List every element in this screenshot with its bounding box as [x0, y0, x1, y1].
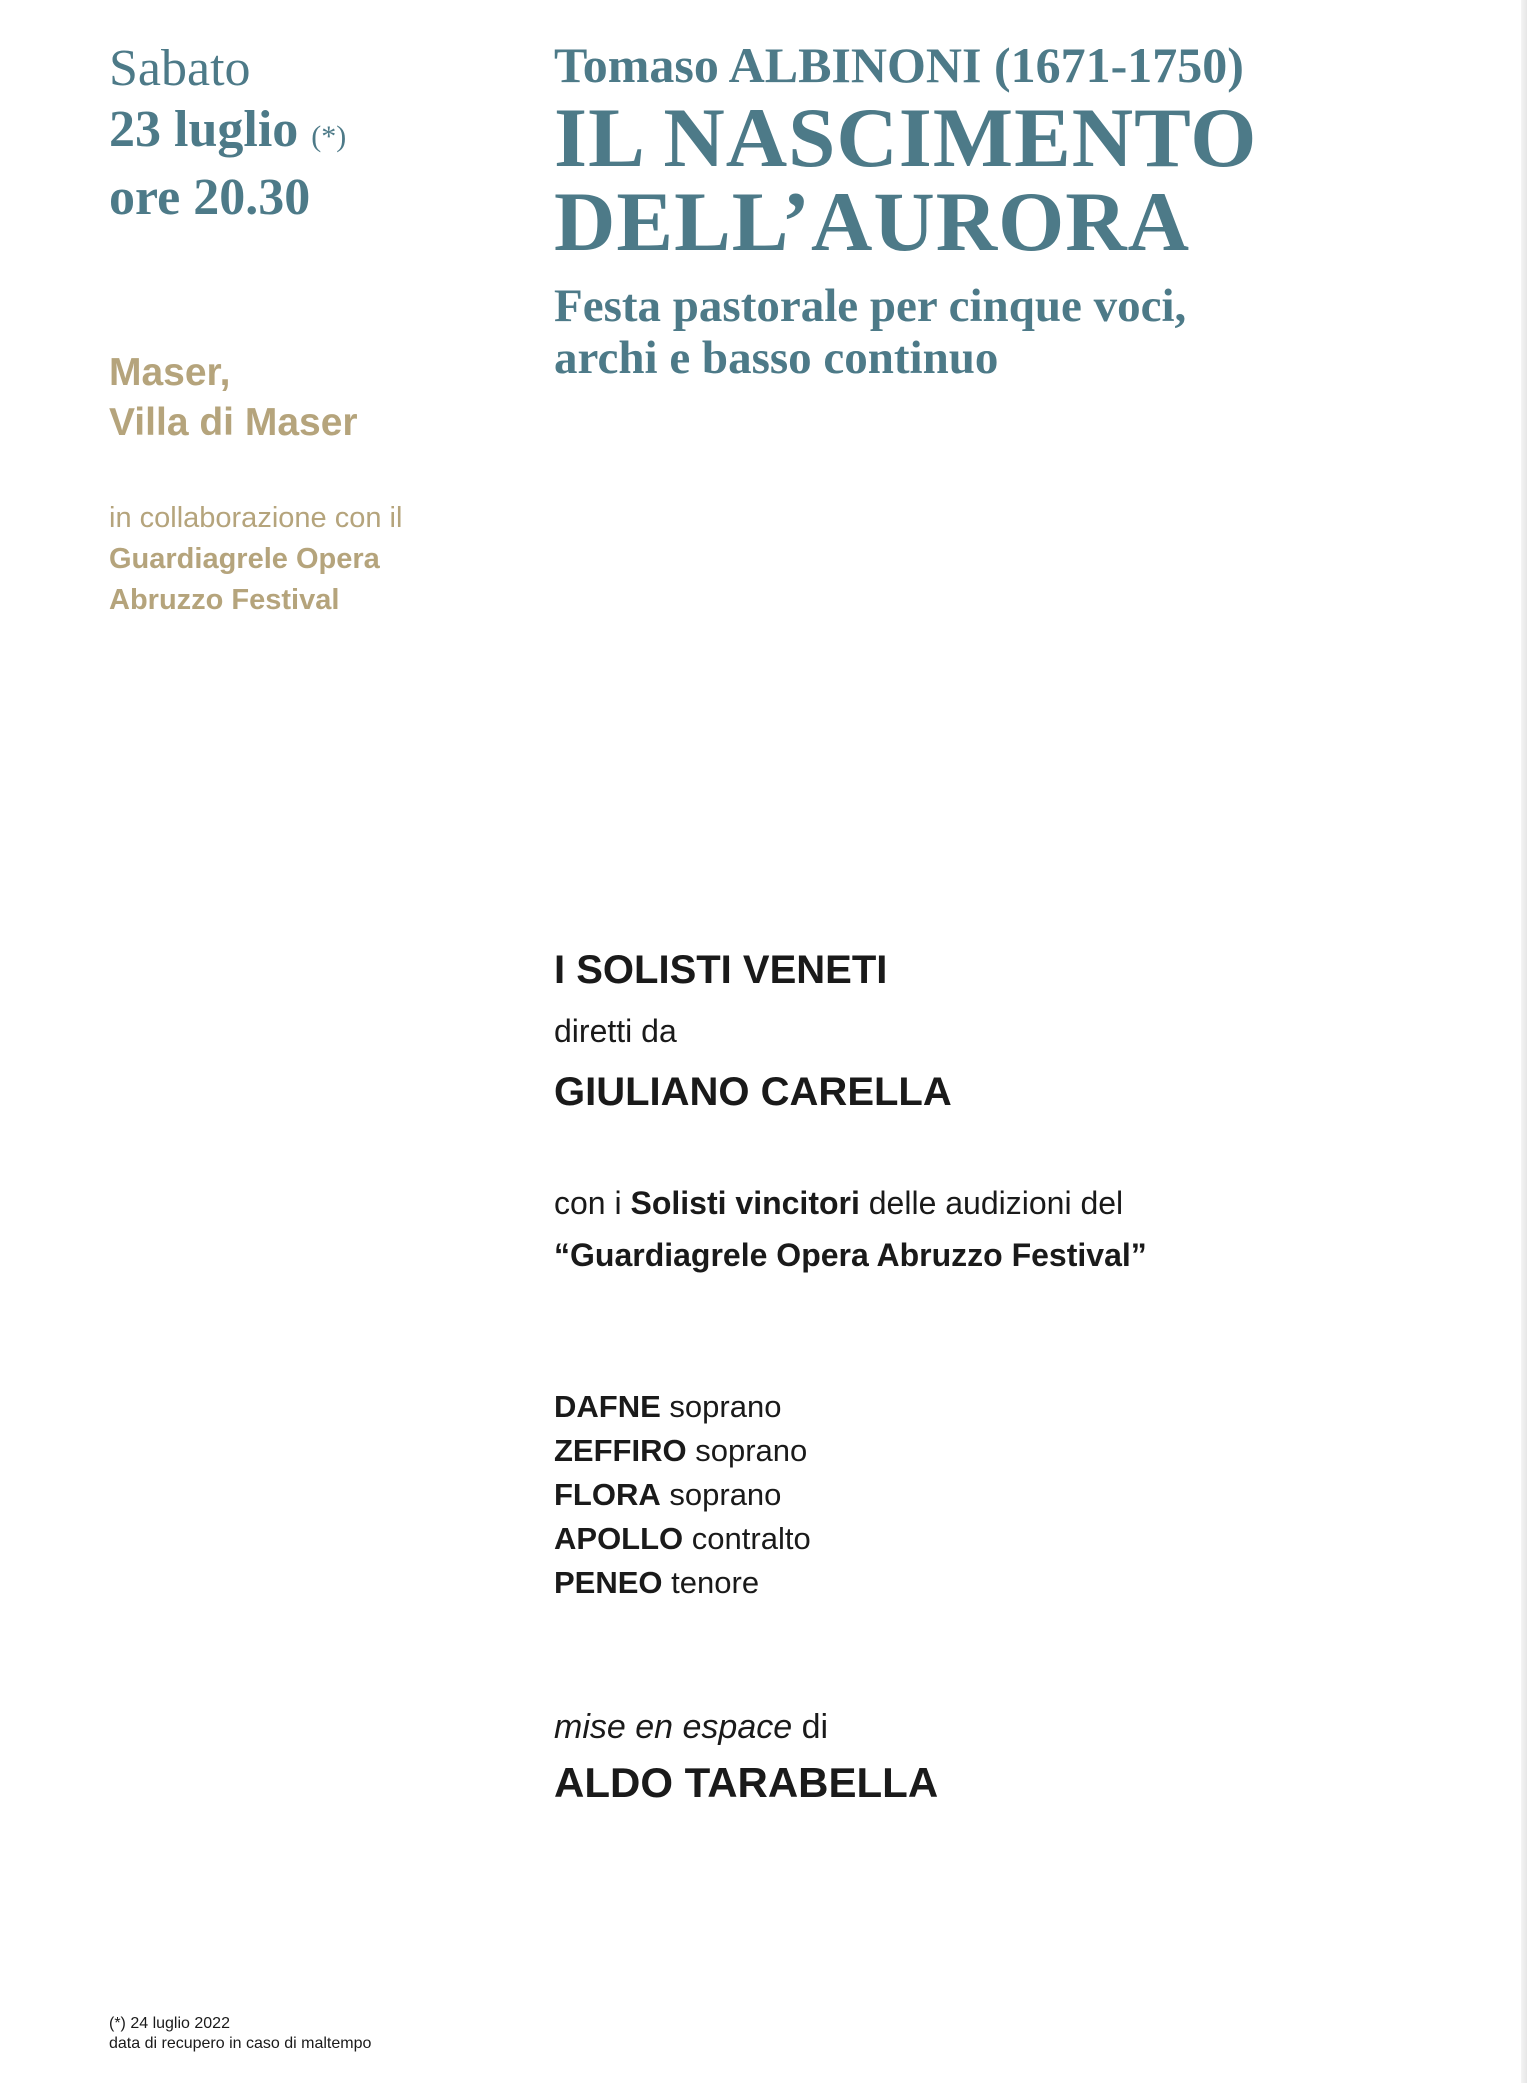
cast-role: ZEFFIRO: [554, 1433, 687, 1468]
page-edge-shadow: [1521, 0, 1527, 2083]
event-date-block: [109, 38, 529, 228]
staging-label-post: di: [792, 1708, 829, 1746]
cast-voice: tenore: [671, 1565, 760, 1600]
footnote-line1: (*) 24 luglio 2022: [109, 2015, 230, 2032]
collaboration: [109, 498, 402, 621]
stage-director: ALDO TARABELLA: [554, 1759, 939, 1806]
venue: [109, 348, 358, 448]
cast-role: DAFNE: [554, 1389, 661, 1424]
cast-voice: soprano: [695, 1433, 808, 1468]
work-title: [554, 91, 1494, 269]
work-subtitle-line2: archi e basso continuo: [554, 332, 999, 384]
soloists-pre: con i: [554, 1185, 631, 1221]
performers-section: [554, 945, 1494, 1809]
cast-role: PENEO: [554, 1565, 663, 1600]
composer: Tomaso ALBINONI (1671-1750): [554, 37, 1244, 93]
cast-list: [554, 1385, 1494, 1605]
cast-item: [554, 1385, 1494, 1429]
venue-name: Villa di Maser: [109, 401, 358, 444]
event-date: 23 luglio: [109, 101, 299, 158]
cast-item: [554, 1561, 1494, 1605]
venue-city: Maser,: [109, 351, 231, 394]
soloists-note: [554, 1177, 1494, 1281]
collaboration-org-line2: Abruzzo Festival: [109, 584, 340, 616]
festival-name: [554, 1229, 1494, 1281]
event-time: ore 20.30: [109, 169, 311, 226]
cast-role: APOLLO: [554, 1521, 684, 1556]
staging-credit: [554, 1705, 1494, 1749]
collaboration-org-line1: Guardiagrele Opera: [109, 543, 380, 575]
event-date-line: [109, 99, 529, 167]
event-day: Sabato: [109, 40, 251, 97]
cast-voice: contralto: [691, 1521, 811, 1556]
soloists-post: delle audizioni del: [859, 1185, 1124, 1221]
cast-item: [554, 1517, 1494, 1561]
conductor-name: GIULIANO CARELLA: [554, 1070, 952, 1114]
cast-item: [554, 1473, 1494, 1517]
work-title-line2: DELL’AURORA: [554, 175, 1191, 269]
work-subtitle: [554, 280, 1494, 384]
cast-voice: soprano: [669, 1477, 782, 1512]
staging-label: mise en espace: [554, 1708, 793, 1746]
festival-name-text: “Guardiagrele Opera Abruzzo Festival”: [554, 1237, 1147, 1273]
ensemble-name: I SOLISTI VENETI: [554, 948, 888, 992]
footnote-line2: data di recupero in caso di maltempo: [109, 2035, 372, 2052]
work-heading: [554, 36, 1494, 384]
cast-role: FLORA: [554, 1477, 661, 1512]
collaboration-intro: in collaborazione con il: [109, 502, 403, 534]
work-title-line1: IL NASCIMENTO: [554, 91, 1258, 185]
event-info-column: [109, 38, 529, 616]
cast-voice: soprano: [669, 1389, 782, 1424]
footnote-mark: (*): [311, 120, 347, 153]
cast-item: [554, 1429, 1494, 1473]
work-subtitle-line1: Festa pastorale per cinque voci,: [554, 280, 1187, 332]
conducted-by: diretti da: [554, 1013, 677, 1049]
footnote: [109, 2014, 371, 2054]
soloists-line: [554, 1177, 1494, 1229]
soloists-bold: Solisti vincitori: [630, 1185, 860, 1221]
